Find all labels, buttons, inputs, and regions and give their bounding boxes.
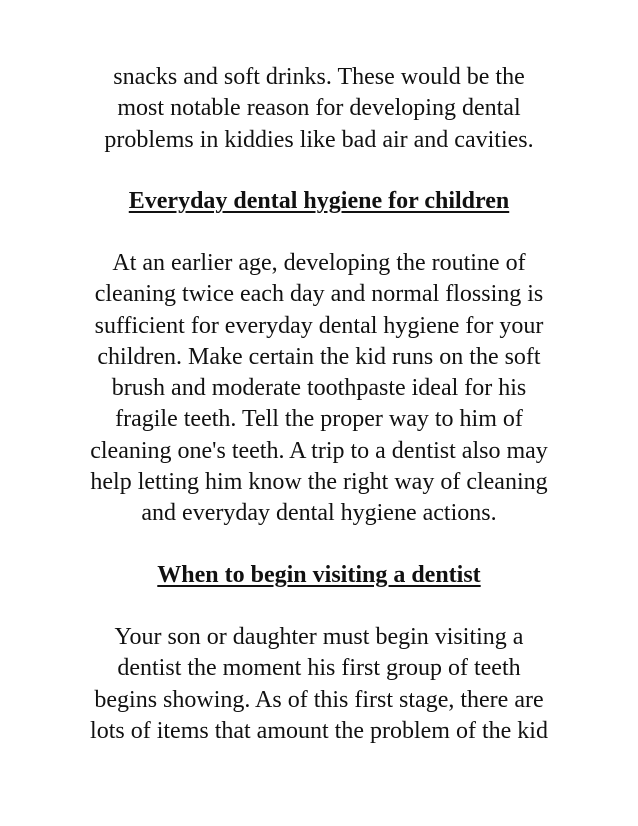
intro-line-2: most notable reason for developing dental (117, 95, 521, 122)
everyday-hygiene-paragraph (40, 248, 598, 530)
paragraph-line: begins showing. As of this first stage, there are (94, 686, 544, 713)
intro-line-1: snacks and soft drinks. These would be the (113, 64, 525, 90)
paragraph-line: cleaning one's teeth. A trip to a dentist also may (90, 437, 548, 464)
paragraph-line: brush and moderate toothpaste ideal for his (111, 375, 527, 402)
paragraph-line: Your son or daughter must begin visiting a (114, 624, 524, 650)
section-heading-visiting-dentist: When to begin visiting a dentist (157, 562, 481, 588)
paragraph-line: At an earlier age, developing the routine of (112, 250, 526, 276)
paragraph-line: sufficient for everyday dental hygiene for your (94, 312, 544, 339)
paragraph-line: help letting him know the right way of cleaning (90, 469, 548, 496)
intro-paragraph (40, 62, 598, 156)
paragraph-line: children. Make certain the kid runs on the soft (97, 343, 541, 370)
visiting-dentist-paragraph (40, 622, 598, 747)
section-heading-everyday-hygiene: Everyday dental hygiene for children (128, 188, 510, 214)
paragraph-line: and everyday dental hygiene actions. (141, 500, 497, 527)
paragraph-line: fragile teeth. Tell the proper way to him of (115, 406, 523, 433)
paragraph-line: dentist the moment his first group of teeth (117, 655, 521, 682)
intro-line-3: problems in kiddies like bad air and cavities. (104, 126, 534, 153)
paragraph-line: cleaning twice each day and normal flossing is (94, 281, 544, 308)
paragraph-line: lots of items that amount the problem of the kid (90, 717, 548, 744)
